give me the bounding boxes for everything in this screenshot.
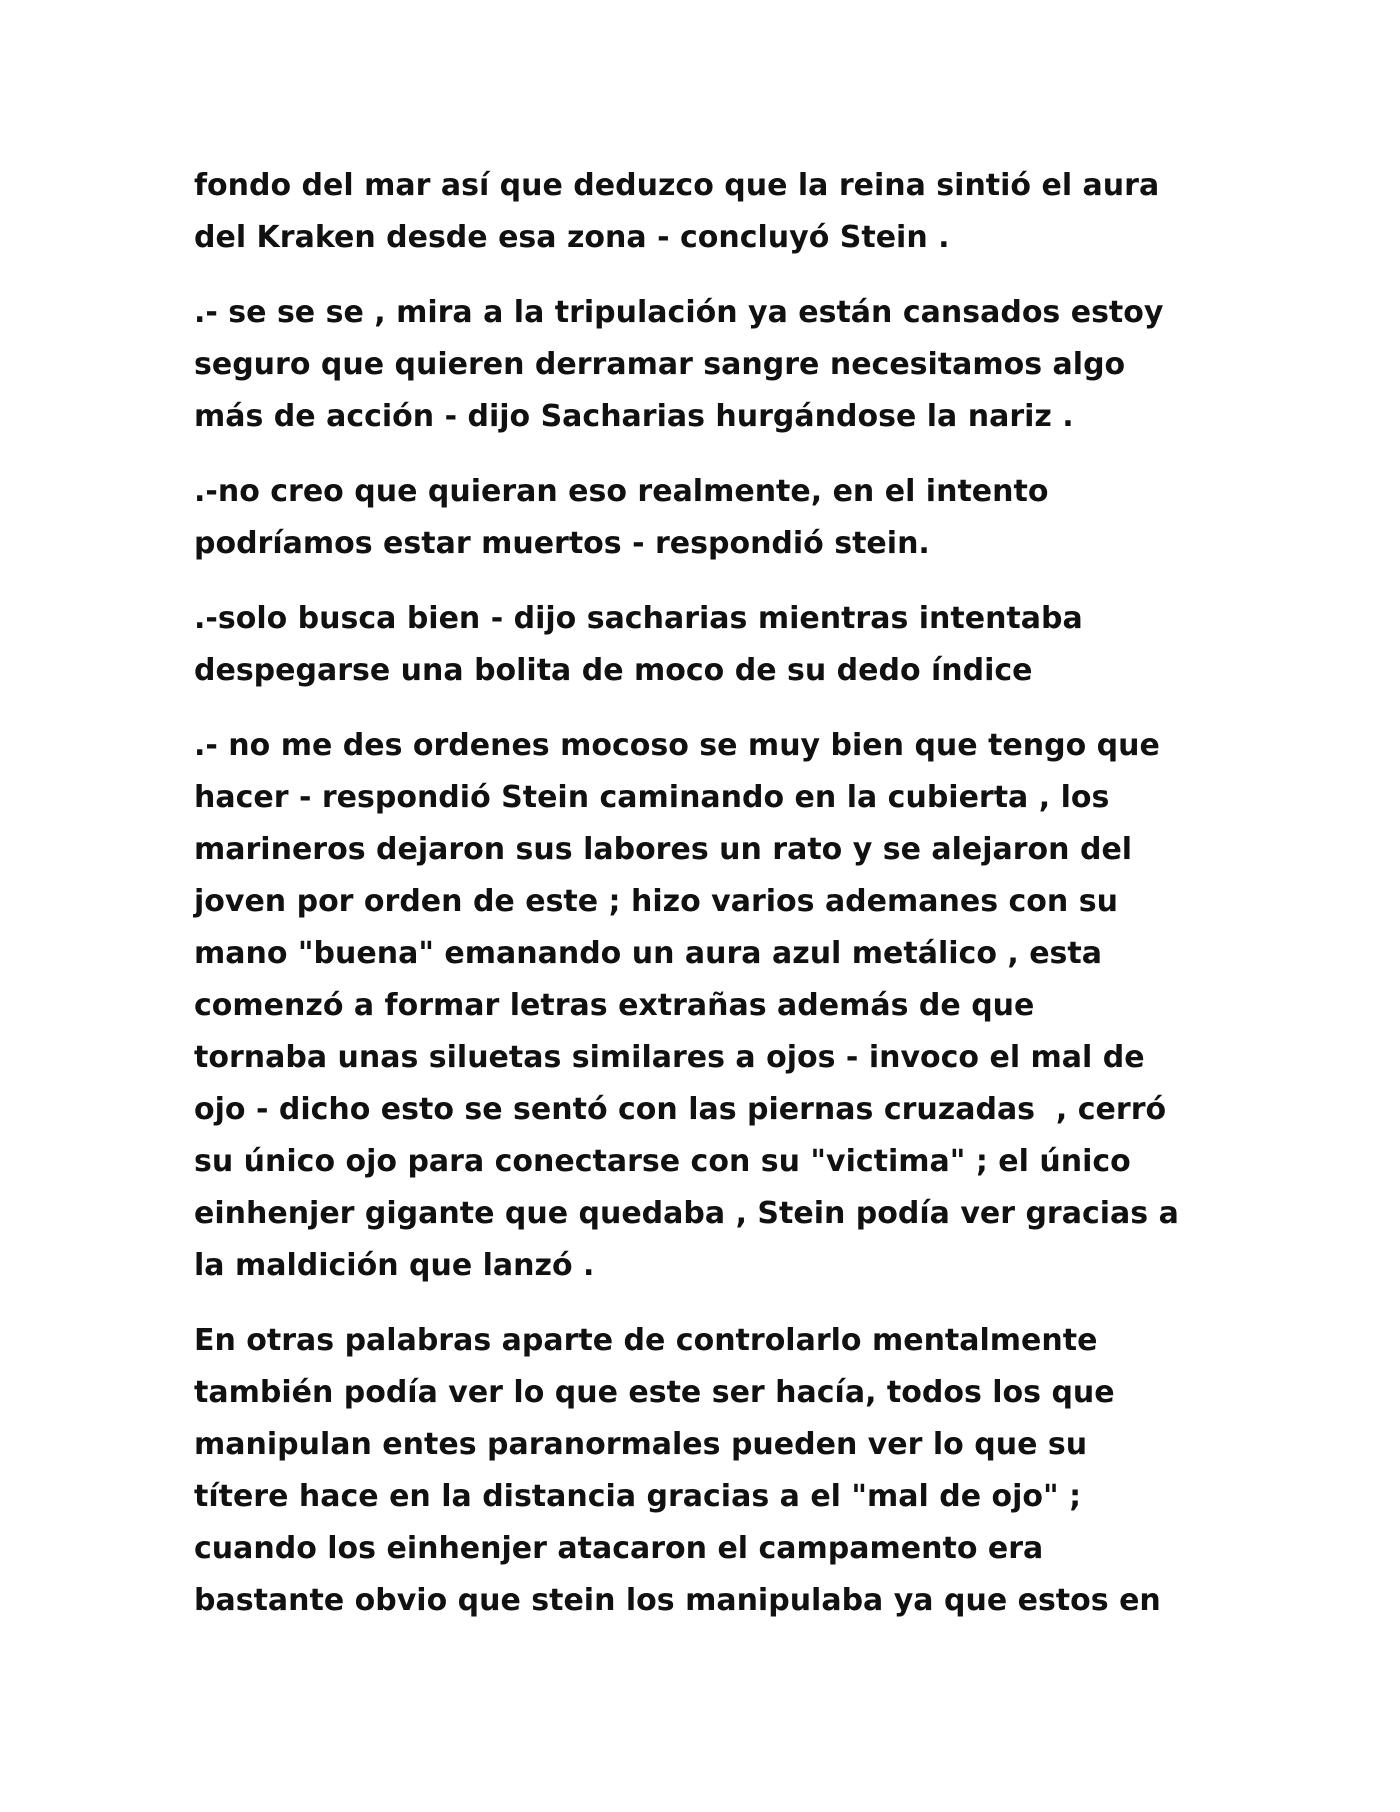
text-line: seguro que quieren derramar sangre necesitamos algo (194, 347, 1126, 382)
paragraph (194, 720, 1234, 1292)
paragraph (194, 287, 1234, 443)
paragraph (194, 466, 1234, 570)
text-line: tornaba unas siluetas similares a ojos - invoco el mal de (194, 1040, 1145, 1075)
text-line: .- no me des ordenes mocoso se muy bien que tengo que (194, 728, 1160, 763)
text-line: joven por orden de este ; hizo varios ademanes con su (194, 884, 1118, 919)
paragraph (194, 1315, 1234, 1627)
text-line: su único ojo para conectarse con su "victima" ; el único (194, 1144, 1131, 1179)
text-line: también podía ver lo que este ser hacía, todos los que (194, 1375, 1115, 1410)
text-line: la maldición que lanzó . (194, 1248, 595, 1283)
text-line: marineros dejaron sus labores un rato y se alejaron del (194, 832, 1133, 867)
text-line: ojo - dicho esto se sentó con las piernas cruzadas , cerró (194, 1092, 1167, 1127)
text-line: títere hace en la distancia gracias a el "mal de ojo" ; (194, 1479, 1082, 1514)
text-line: fondo del mar así que deduzco que la reina sintió el aura (194, 168, 1160, 203)
text-line: mano "buena" emanando un aura azul metálico , esta (194, 936, 1102, 971)
text-line: más de acción - dijo Sacharias hurgándose la nariz . (194, 399, 1074, 434)
text-line: podríamos estar muertos - respondió stein. (194, 526, 930, 561)
text-line: einhenjer gigante que quedaba , Stein podía ver gracias a (194, 1196, 1179, 1231)
text-line: hacer - respondió Stein caminando en la cubierta , los (194, 780, 1110, 815)
text-line: comenzó a formar letras extrañas además de que (194, 988, 1035, 1023)
text-line: manipulan entes paranormales pueden ver lo que su (194, 1427, 1088, 1462)
text-line: .-solo busca bien - dijo sacharias mientras intentaba (194, 601, 1083, 636)
text-line: despegarse una bolita de moco de su dedo índice (194, 653, 1033, 688)
paragraph (194, 160, 1234, 264)
body-text (194, 160, 1234, 1650)
paragraph (194, 593, 1234, 697)
text-line: cuando los einhenjer atacaron el campamento era (194, 1531, 1044, 1566)
text-line: .-no creo que quieran eso realmente, en el intento (194, 474, 1049, 509)
text-line: .- se se se , mira a la tripulación ya están cansados estoy (194, 295, 1164, 330)
text-line: bastante obvio que stein los manipulaba ya que estos en (194, 1583, 1161, 1618)
text-line: En otras palabras aparte de controlarlo mentalmente (194, 1323, 1098, 1358)
text-line: del Kraken desde esa zona - concluyó Stein . (194, 220, 950, 255)
